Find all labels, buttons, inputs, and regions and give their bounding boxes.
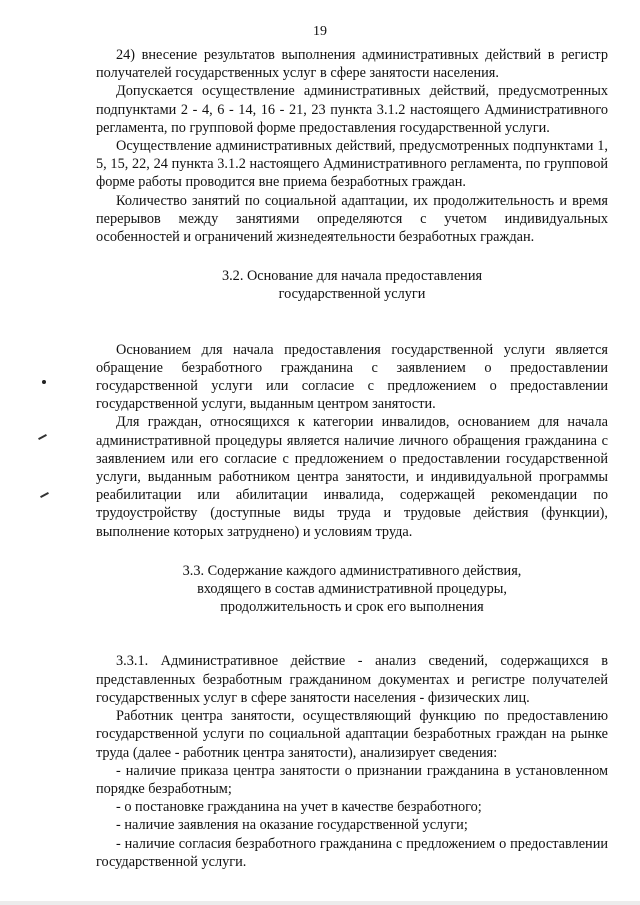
section-heading-3-3 xyxy=(96,562,608,617)
paragraph: Допускается осуществление административных действий, предусмотренных подпунктами 2 - 4, 6 - 14, 16 - 21, 23 пункта 3.1.2 настоящего Административного регламента, по групповой форме предоставления государственной услуги. xyxy=(96,83,608,136)
list-item: - наличие приказа центра занятости о признании гражданина в установленном порядке безработным; xyxy=(96,762,608,797)
criteria-list xyxy=(96,762,608,871)
paragraph: Количество занятий по социальной адаптации, их продолжительность и время перерывов между занятиями определяются с учетом индивидуальных особенностей и ограничений жизнедеятельности безработных граждан. xyxy=(96,192,608,246)
paragraph: Основанием для начала предоставления государственной услуги является обращение безработного гражданина с заявлением о предоставлении государственной услуги или согласие с предложением о предоставлении государственной услуги, выданным центром занятости. xyxy=(96,341,608,413)
heading-line: входящего в состав административной процедуры, xyxy=(197,581,507,598)
list-item: - наличие согласия безработного гражданина с предложением о предоставлении государственной услуги. xyxy=(96,835,608,870)
paragraph: 24) внесение результатов выполнения административных действий в регистр получателей государственных услуг в сфере занятости населения. xyxy=(96,47,608,82)
list-item: - наличие заявления на оказание государственной услуги; xyxy=(116,817,468,834)
paragraph: Осуществление административных действий, предусмотренных подпунктами 1, 5, 15, 22, 24 пункта 3.1.2 настоящего Административного регламента, по групповой форме работы проводится вне приема безработных граждан. xyxy=(96,138,608,191)
paragraph: Работник центра занятости, осуществляющий функцию по предоставлению государственной услуги по социальной адаптации безработных граждан на рынке труда (далее - работник центра занятости), анализирует сведения: xyxy=(96,708,608,761)
document-body xyxy=(96,46,608,871)
list-item: - о постановке гражданина на учет в качестве безработного; xyxy=(116,799,482,816)
page-bottom-edge xyxy=(0,901,640,905)
heading-line: продолжительность и срок его выполнения xyxy=(220,599,484,616)
margin-tick-mark xyxy=(38,434,47,440)
paragraph: 3.3.1. Административное действие - анализ сведений, содержащихся в представленных безработным гражданином документах и регистре получателей государственных услуг в сфере занятости населения - физических лиц. xyxy=(96,653,608,706)
heading-line: государственной услуги xyxy=(278,286,426,303)
margin-tick-mark xyxy=(40,492,49,498)
margin-dot-mark xyxy=(42,380,46,384)
page-number: 19 xyxy=(313,24,327,39)
section-heading-3-2 xyxy=(96,267,608,303)
heading-line: 3.2. Основание для начала предоставления xyxy=(221,268,483,285)
paragraph: Для граждан, относящихся к категории инвалидов, основанием для начала административной процедуры является наличие личного обращения гражданина с заявлением или его согласие с предложением о предоставлении государственной услуги, выданным работником центра занятости, и индивидуальной программы реабилитации или абилитации инвалида, содержащей рекомендации по трудоустройству (доступные виды труда и трудовые действия (функции), выполнение которых затруднено) и условиям труда. xyxy=(96,414,608,540)
heading-line: 3.3. Содержание каждого административного действия, xyxy=(182,562,522,579)
